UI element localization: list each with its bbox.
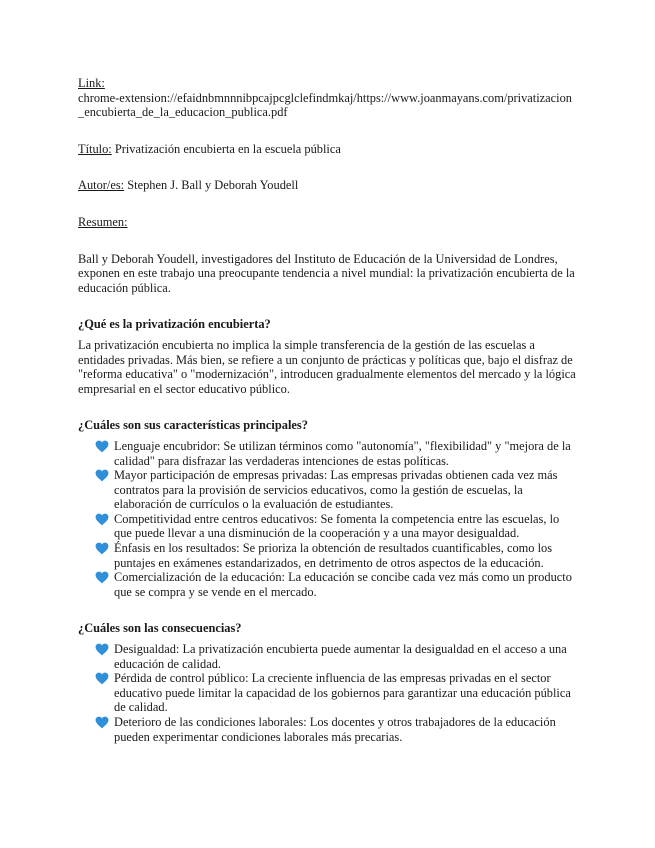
- authors-value: Stephen J. Ball y Deborah Youdell: [127, 178, 299, 193]
- blue-heart-icon: [95, 672, 109, 685]
- list-item: Competitividad entre centros educativos: Se fomenta la competencia entre las escuelas, lo que puede llevar a una disminución de la cooperación y a una mayor desigualdad.: [78, 512, 578, 541]
- authors-line: [78, 178, 578, 193]
- authors-label: Autor/es:: [78, 178, 125, 193]
- list-item: Lenguaje encubridor: Se utilizan términos como "autonomía", "flexibilidad" y "mejora de la calidad" para disfrazar las verdaderas intenciones de estas políticas.: [78, 439, 578, 468]
- blue-heart-icon: [95, 513, 109, 526]
- list-item: Comercialización de la educación: La educación se concibe cada vez más como un producto que se compra y se vende en el mercado.: [78, 570, 578, 599]
- summary-text: Ball y Deborah Youdell, investigadores del Instituto de Educación de la Universidad de Londres, exponen en este trabajo una preocupante tendencia a nivel mundial: la privatización encubierta de la educación pública.: [78, 251, 575, 295]
- link-label: Link:: [78, 76, 105, 90]
- summary-label: Resumen:: [78, 214, 128, 229]
- blue-heart-icon: [95, 469, 109, 482]
- link-block: [78, 76, 578, 120]
- title-label: Título:: [78, 141, 112, 156]
- list-item: Énfasis en los resultados: Se prioriza la obtención de resultados cuantificables, como los puntajes en exámenes estandarizados, en detrimento de otros aspectos de la educación.: [78, 541, 578, 570]
- blue-heart-icon: [95, 643, 109, 656]
- characteristics-list: [78, 439, 578, 600]
- section-paragraph-what: La privatización encubierta no implica la simple transferencia de la gestión de las escuelas a entidades privadas. Más bien, se refiere a un conjunto de prácticas y políticas que, bajo el disfraz de "reforma educativa" o "modernización", introducen gradualmente elementos del mercado y la lógica empresarial en el sector educativo público.: [78, 337, 576, 396]
- section-heading-what: ¿Qué es la privatización encubierta?: [78, 317, 271, 332]
- link-url[interactable]: chrome-extension://efaidnbmnnnibpcajpcglclefindmkaj/https://www.joanmayans.com/privatizacion_encubierta_de_la_educacion_publica.pdf: [78, 90, 572, 120]
- list-item: Mayor participación de empresas privadas: Las empresas privadas obtienen cada vez más contratos para la provisión de servicios educativos, como la gestión de escuelas, la elaboración de currículos o la evaluación de estudiantes.: [78, 468, 578, 512]
- section-heading-characteristics: ¿Cuáles son sus características principales?: [78, 418, 308, 433]
- blue-heart-icon: [95, 542, 109, 555]
- document-page: [78, 76, 578, 744]
- title-value: Privatización encubierta en la escuela pública: [114, 141, 341, 156]
- blue-heart-icon: [95, 440, 109, 453]
- list-item: Desigualdad: La privatización encubierta puede aumentar la desigualdad en el acceso a una educación de calidad.: [78, 642, 578, 671]
- summary-label-line: [78, 215, 578, 230]
- list-item: Pérdida de control público: La creciente influencia de las empresas privadas en el sector educativo puede limitar la capacidad de los gobiernos para garantizar una educación pública de calidad.: [78, 671, 578, 715]
- consequences-list: [78, 642, 578, 744]
- title-line: [78, 142, 578, 157]
- blue-heart-icon: [95, 571, 109, 584]
- list-item: Deterioro de las condiciones laborales: Los docentes y otros trabajadores de la educación pueden experimentar condiciones laborales más precarias.: [78, 715, 578, 744]
- section-heading-consequences: ¿Cuáles son las consecuencias?: [78, 621, 242, 636]
- blue-heart-icon: [95, 716, 109, 729]
